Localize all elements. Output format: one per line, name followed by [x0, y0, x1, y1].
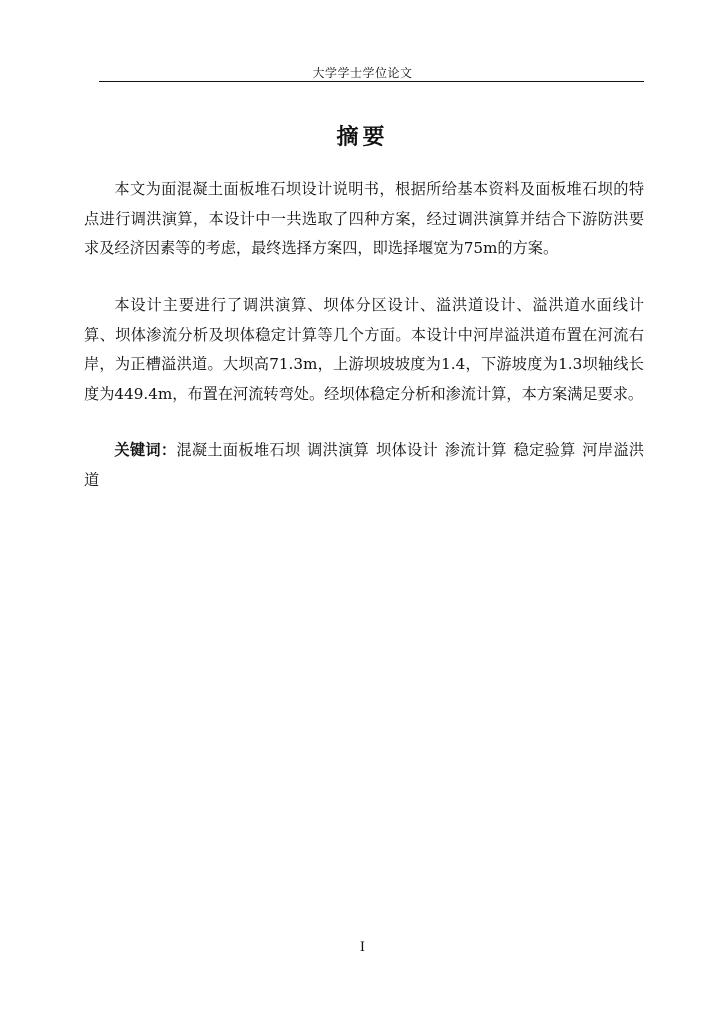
- keyword-item: 渗流计算: [444, 441, 507, 459]
- running-header: 大学学士学位论文: [312, 66, 413, 80]
- page-number: I: [359, 940, 366, 955]
- keyword-item: 坝体设计: [375, 441, 438, 459]
- keyword-item: 稳定验算: [513, 441, 576, 459]
- keywords-line: [84, 436, 644, 495]
- header-rule: [99, 81, 644, 82]
- abstract-title: 摘要: [336, 125, 389, 150]
- keyword-item: 混凝土面板堆石坝: [176, 441, 301, 459]
- keywords-label: 关键词：: [114, 441, 177, 459]
- keyword-item: 调洪演算: [307, 441, 370, 459]
- keyword-item: 河岸溢洪道: [84, 441, 645, 489]
- abstract-paragraph-2: 本设计主要进行了调洪演算、坝体分区设计、溢洪道设计、溢洪道水面线计算、坝体渗流分析及坝体稳定计算等几个方面。本设计中河岸溢洪道布置在河流右岸，为正槽溢洪道。大坝高71.3m，上游坝坡坡度为1.4，下游坡度为1.3坝轴线长度为449.4m，布置在河流转弯处。经坝体稳定分析和渗流计算，本方案满足要求。: [84, 296, 644, 403]
- abstract-paragraph-1: 本文为面混凝土面板堆石坝设计说明书，根据所给基本资料及面板堆石坝的特点进行调洪演算，本设计中一共选取了四种方案，经过调洪演算并结合下游防洪要求及经济因素等的考虑，最终选择方案四，即选择堰宽为75m的方案。: [84, 180, 644, 258]
